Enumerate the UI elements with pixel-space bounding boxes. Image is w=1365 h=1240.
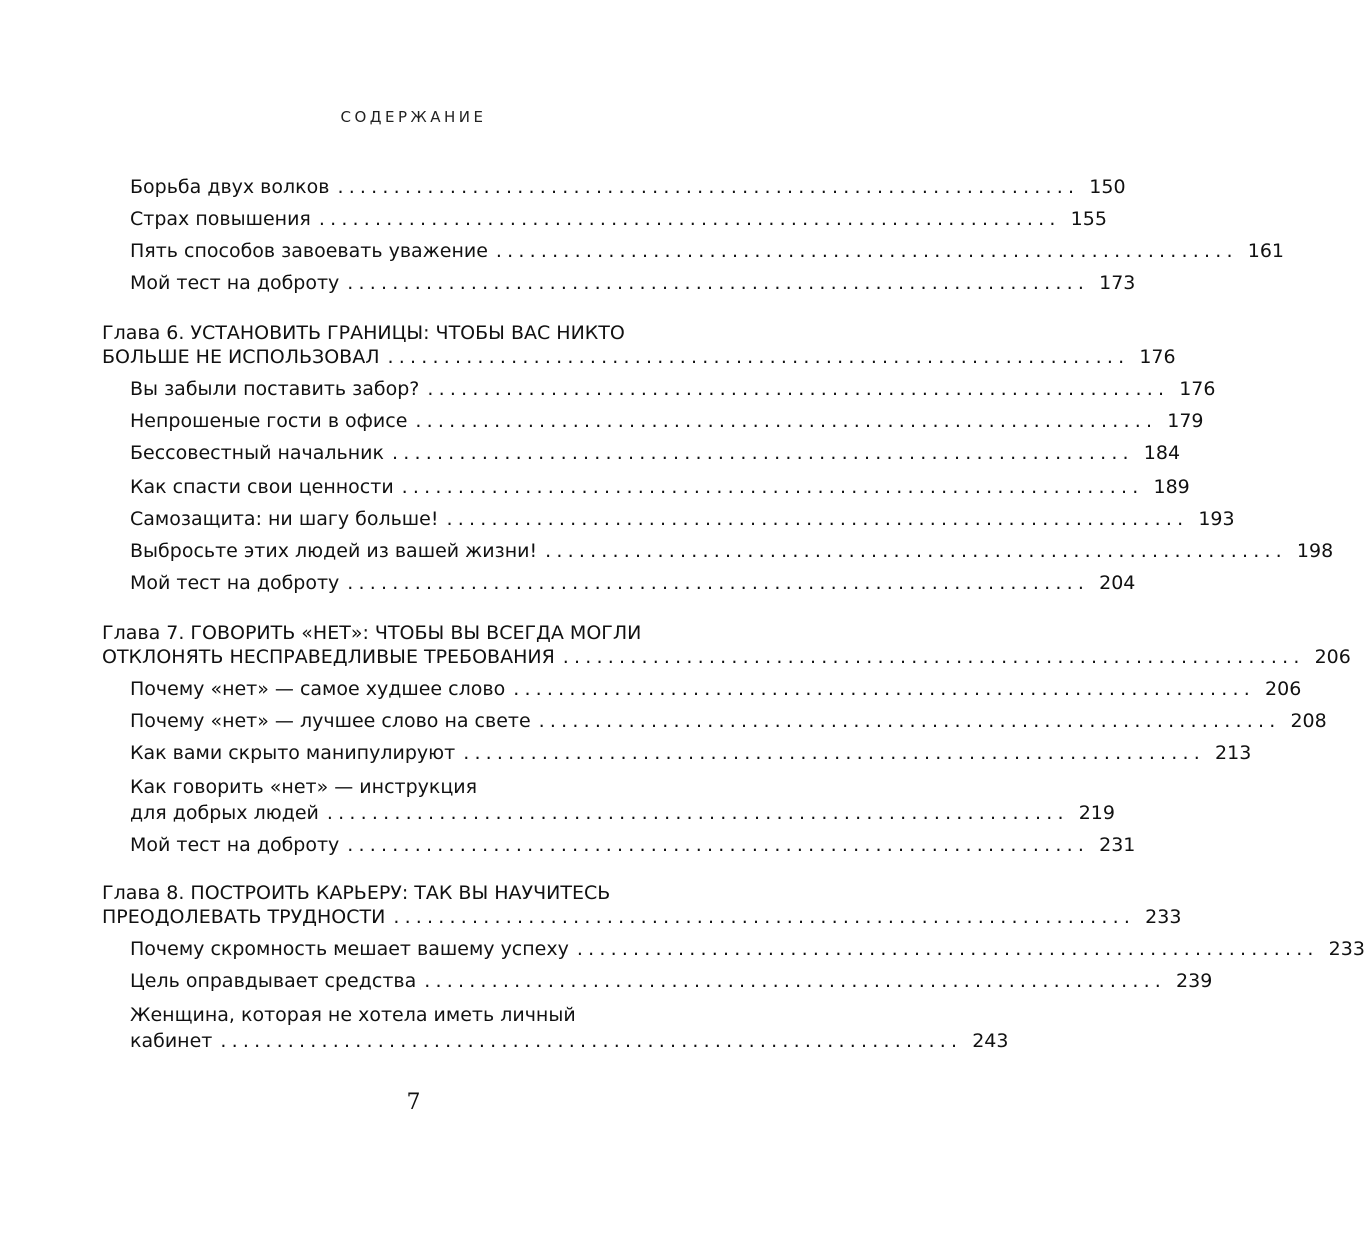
toc-entry-title: БОЛЬШЕ НЕ ИСПОЛЬЗОВАЛ — [102, 346, 380, 368]
leader-dots: .................................................................. — [495, 240, 1238, 262]
chapter-title-line: Глава 8. ПОСТРОИТЬ КАРЬЕРУ: ТАК ВЫ НАУЧИТЕСЬ — [102, 882, 611, 904]
leader-dots: .................................................................. — [424, 970, 1167, 992]
toc-entry-page: 176 — [1139, 346, 1176, 368]
toc-entry — [130, 938, 1365, 960]
leader-dots: .................................................................. — [387, 346, 1130, 368]
toc-chapter-entry — [102, 646, 1351, 668]
page-number: 7 — [406, 1090, 421, 1115]
toc-entry-title: Непрошеные гости в офисе — [130, 410, 408, 432]
toc-entry-page: 173 — [1099, 272, 1136, 294]
leader-dots: .................................................................. — [347, 834, 1090, 856]
toc-entry-title: Почему «нет» — лучшее слово на свете — [130, 710, 531, 732]
toc-entry-title: Как спасти свои ценности — [130, 476, 394, 498]
toc-entry-page: 198 — [1296, 540, 1334, 562]
toc-entry-title: Бессовестный начальник — [130, 442, 384, 464]
toc-entry-title: Почему «нет» — самое худшее слово — [130, 678, 506, 700]
toc-entry — [130, 834, 1136, 856]
toc-entry-page: 233 — [1145, 906, 1182, 928]
toc-entry — [130, 476, 1190, 498]
toc-entry — [130, 240, 1284, 262]
leader-dots: .................................................................. — [538, 710, 1281, 732]
toc-entry-page: 206 — [1314, 646, 1351, 668]
toc-entry-page: 150 — [1089, 176, 1126, 198]
toc-entry — [130, 572, 1136, 594]
toc-entry-title: Как вами скрыто манипулируют — [130, 742, 456, 764]
toc-entry-title: ОТКЛОНЯТЬ НЕСПРАВЕДЛИВЫЕ ТРЕБОВАНИЯ — [102, 646, 555, 668]
toc-entry — [130, 678, 1302, 700]
toc-entry — [130, 742, 1252, 764]
toc-entry-page: 155 — [1070, 208, 1107, 230]
toc-entry-page: 213 — [1215, 742, 1252, 764]
leader-dots: .................................................................. — [513, 678, 1256, 700]
toc-entry-page: 219 — [1078, 802, 1115, 824]
leader-dots: .................................................................. — [393, 906, 1136, 928]
toc-entry-page: 176 — [1179, 378, 1216, 400]
toc-entry-page: 193 — [1198, 508, 1235, 530]
toc-entry-title: Страх повышения — [130, 208, 311, 230]
toc-entry-title: Борьба двух волков — [130, 176, 330, 198]
toc-entry-title: Выбросьте этих людей из вашей жизни! — [130, 540, 538, 562]
toc-entry-title-line: Женщина, которая не хотела иметь личный — [130, 1004, 576, 1026]
toc-entry-page: 239 — [1176, 970, 1213, 992]
toc-entry-title: Цель оправдывает средства — [130, 970, 417, 992]
toc-entry-title: для добрых людей — [130, 802, 319, 824]
leader-dots: .................................................................. — [545, 540, 1287, 562]
toc-entry — [130, 970, 1213, 992]
leader-dots: .................................................................. — [347, 572, 1090, 594]
page-header: СОДЕРЖАНИЕ — [340, 108, 487, 126]
leader-dots: .................................................................. — [415, 410, 1158, 432]
toc-entry — [130, 802, 1115, 824]
toc-entry-page: 208 — [1290, 710, 1327, 732]
leader-dots: .................................................................. — [220, 1030, 963, 1052]
toc-entry — [130, 540, 1334, 562]
toc-entry-page: 161 — [1247, 240, 1284, 262]
toc-entry-title: Мой тест на доброту — [130, 572, 340, 594]
toc-entry — [130, 710, 1327, 732]
toc-chapter-entry — [102, 906, 1182, 928]
toc-entry-page: 204 — [1099, 572, 1136, 594]
toc-entry-page: 189 — [1153, 476, 1190, 498]
toc-entry-title: Мой тест на доброту — [130, 272, 340, 294]
leader-dots: .................................................................. — [347, 272, 1090, 294]
toc-chapter-entry — [102, 346, 1176, 368]
toc-entry-page: 243 — [972, 1030, 1009, 1052]
toc-entry-title: ПРЕОДОЛЕВАТЬ ТРУДНОСТИ — [102, 906, 386, 928]
toc-entry — [130, 1030, 1009, 1052]
leader-dots: .................................................................. — [446, 508, 1189, 530]
toc-entry-title: Почему скромность мешает вашему успеху — [130, 938, 569, 960]
toc-entry-title: кабинет — [130, 1030, 213, 1052]
toc-entry-page: 179 — [1167, 410, 1204, 432]
leader-dots: .................................................................. — [562, 646, 1305, 668]
chapter-title-line: Глава 6. УСТАНОВИТЬ ГРАНИЦЫ: ЧТОБЫ ВАС НИКТО — [102, 322, 625, 344]
leader-dots: .................................................................. — [391, 442, 1134, 464]
toc-entry-title-line: Как говорить «нет» — инструкция — [130, 776, 478, 798]
toc-entry — [130, 442, 1181, 464]
toc-entry — [130, 208, 1107, 230]
toc-entry-page: 231 — [1099, 834, 1136, 856]
toc-entry-page: 184 — [1143, 442, 1181, 464]
leader-dots: .................................................................. — [318, 208, 1061, 230]
leader-dots: .................................................................. — [463, 742, 1206, 764]
toc-entry-title: Мой тест на доброту — [130, 834, 340, 856]
leader-dots: .................................................................. — [427, 378, 1170, 400]
leader-dots: .................................................................. — [326, 802, 1069, 824]
leader-dots: .................................................................. — [576, 938, 1319, 960]
toc-entry-title: Вы забыли поставить забор? — [130, 378, 420, 400]
toc-entry-page: 233 — [1328, 938, 1365, 960]
toc-entry — [130, 378, 1216, 400]
toc-entry-page: 206 — [1265, 678, 1302, 700]
chapter-title-line: Глава 7. ГОВОРИТЬ «НЕТ»: ЧТОБЫ ВЫ ВСЕГДА МОГЛИ — [102, 622, 642, 644]
toc-entry — [130, 176, 1126, 198]
toc-entry-title: Пять способов завоевать уважение — [130, 240, 488, 262]
leader-dots: .................................................................. — [337, 176, 1080, 198]
toc-entry — [130, 508, 1235, 530]
toc-entry — [130, 272, 1136, 294]
toc-entry — [130, 410, 1204, 432]
leader-dots: .................................................................. — [401, 476, 1144, 498]
toc-entry-title: Самозащита: ни шагу больше! — [130, 508, 439, 530]
